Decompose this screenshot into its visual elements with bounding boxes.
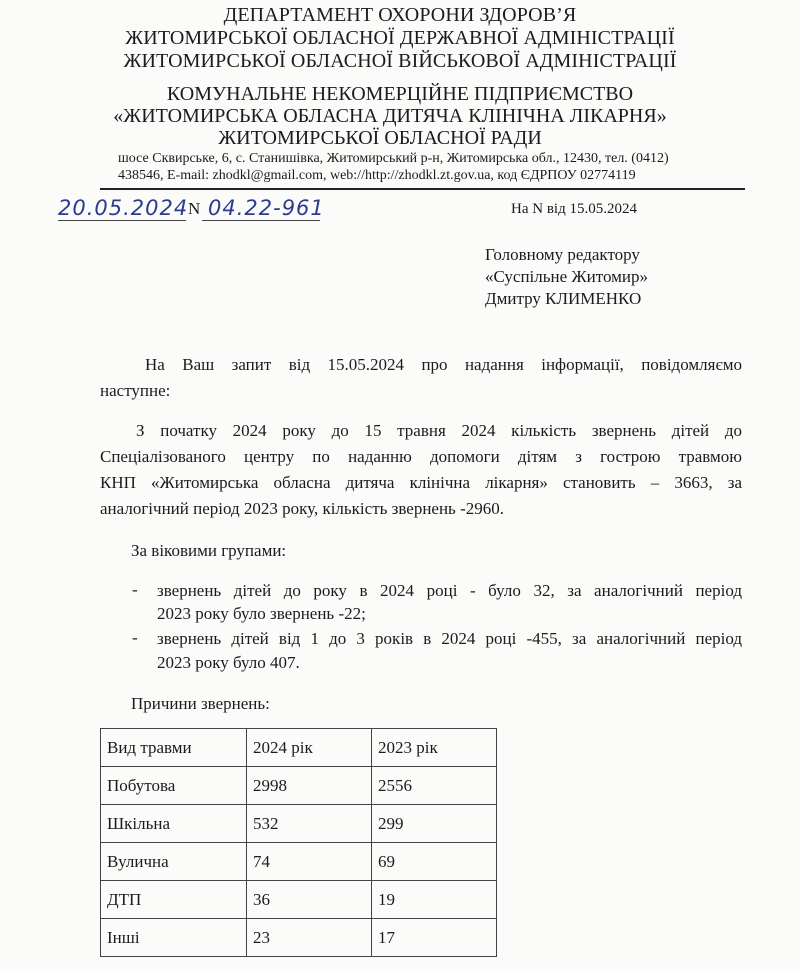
table-cell: Побутова (101, 767, 247, 805)
age-groups-heading: За віковими групами: (131, 541, 287, 560)
para1-line-1: На Ваш запит від 15.05.2024 про надання інформації, повідомляємо (145, 355, 742, 374)
table-cell: 299 (372, 805, 497, 843)
number-underline (202, 220, 320, 221)
address-line-2: 438546, E-mail: zhodkl@gmail.com, web://http://zhodkl.zt.gov.ua, код ЄДРПОУ 02774119 (118, 168, 636, 183)
causes-heading: Причини звернень: (131, 694, 270, 713)
table-header-row (101, 729, 497, 767)
table-cell: 74 (247, 843, 372, 881)
table-cell: Шкільна (101, 805, 247, 843)
dept-line-3: ЖИТОМИРСЬКОЇ ОБЛАСНОЇ ВІЙСЬКОВОЇ АДМІНІСТРАЦІЇ (123, 50, 677, 72)
org-line-1: КОМУНАЛЬНЕ НЕКОМЕРЦІЙНЕ ПІДПРИЄМСТВО (166, 83, 634, 105)
address-line-1: шосе Сквирське, 6, с. Станишівка, Житомирський р-н, Житомирська обл., 12430, тел. (0412) (118, 151, 669, 166)
number-prefix: N (188, 199, 201, 218)
para1-line-2: наступне: (100, 381, 171, 400)
para2-line-2: Спеціалізованого центру по наданню допомоги дітям з гострою травмою (100, 447, 742, 466)
handwritten-date: 20.05.2024 (58, 196, 189, 220)
table-header-cell: Вид травми (101, 729, 247, 767)
addressee-line-3: Дмитру КЛИМЕНКО (485, 289, 642, 308)
table-cell: 2556 (372, 767, 497, 805)
dept-line-1: ДЕПАРТАМЕНТ ОХОРОНИ ЗДОРОВ’Я (223, 4, 577, 26)
table-cell: 532 (247, 805, 372, 843)
handwritten-number: 04.22-961 (208, 196, 325, 220)
para2-line-4: аналогічний період 2023 року, кількість звернень -2960. (100, 499, 504, 518)
org-line-2: «ЖИТОМИРСЬКА ОБЛАСНА ДИТЯЧА КЛІНІЧНА ЛІКАРНЯ» (113, 105, 667, 127)
table-row (101, 919, 497, 957)
addressee-line-1: Головному редактору (485, 245, 640, 264)
bullet2-line-2: 2023 року було 407. (157, 653, 300, 672)
injury-causes-table (100, 728, 497, 957)
table-cell: 2998 (247, 767, 372, 805)
table-cell: 23 (247, 919, 372, 957)
bullet2-line-1: звернень дітей від 1 до 3 років в 2024 році -455, за аналогічний період (157, 629, 742, 648)
table-header-cell: 2023 рік (372, 729, 497, 767)
table-row (101, 881, 497, 919)
table-cell: ДТП (101, 881, 247, 919)
table-cell: Вулична (101, 843, 247, 881)
bullet-dash-2: - (132, 628, 138, 647)
table-row (101, 805, 497, 843)
addressee-line-2: «Суспільне Житомир» (485, 267, 648, 286)
header-divider (100, 188, 745, 190)
para2-line-1: З початку 2024 року до 15 травня 2024 кількість звернень дітей до (136, 421, 742, 440)
bullet1-line-1: звернень дітей до року в 2024 році - було 32, за аналогічний період (157, 581, 742, 600)
bullet1-line-2: 2023 року було звернень -22; (157, 604, 366, 623)
table-row (101, 767, 497, 805)
reply-reference: На N від 15.05.2024 (511, 201, 637, 217)
table-cell: 17 (372, 919, 497, 957)
table-cell: 36 (247, 881, 372, 919)
bullet-dash-1: - (132, 580, 138, 599)
table-row (101, 843, 497, 881)
date-underline (58, 220, 186, 221)
table-cell: Інші (101, 919, 247, 957)
para2-line-3: КНП «Житомирська обласна дитяча клінічна лікарня» становить – 3663, за (100, 473, 742, 492)
table-cell: 69 (372, 843, 497, 881)
org-line-3: ЖИТОМИРСЬКОЇ ОБЛАСНОЇ РАДИ (218, 127, 542, 149)
dept-line-2: ЖИТОМИРСЬКОЇ ОБЛАСНОЇ ДЕРЖАВНОЇ АДМІНІСТРАЦІЇ (125, 27, 675, 49)
table-cell: 19 (372, 881, 497, 919)
table-header-cell: 2024 рік (247, 729, 372, 767)
